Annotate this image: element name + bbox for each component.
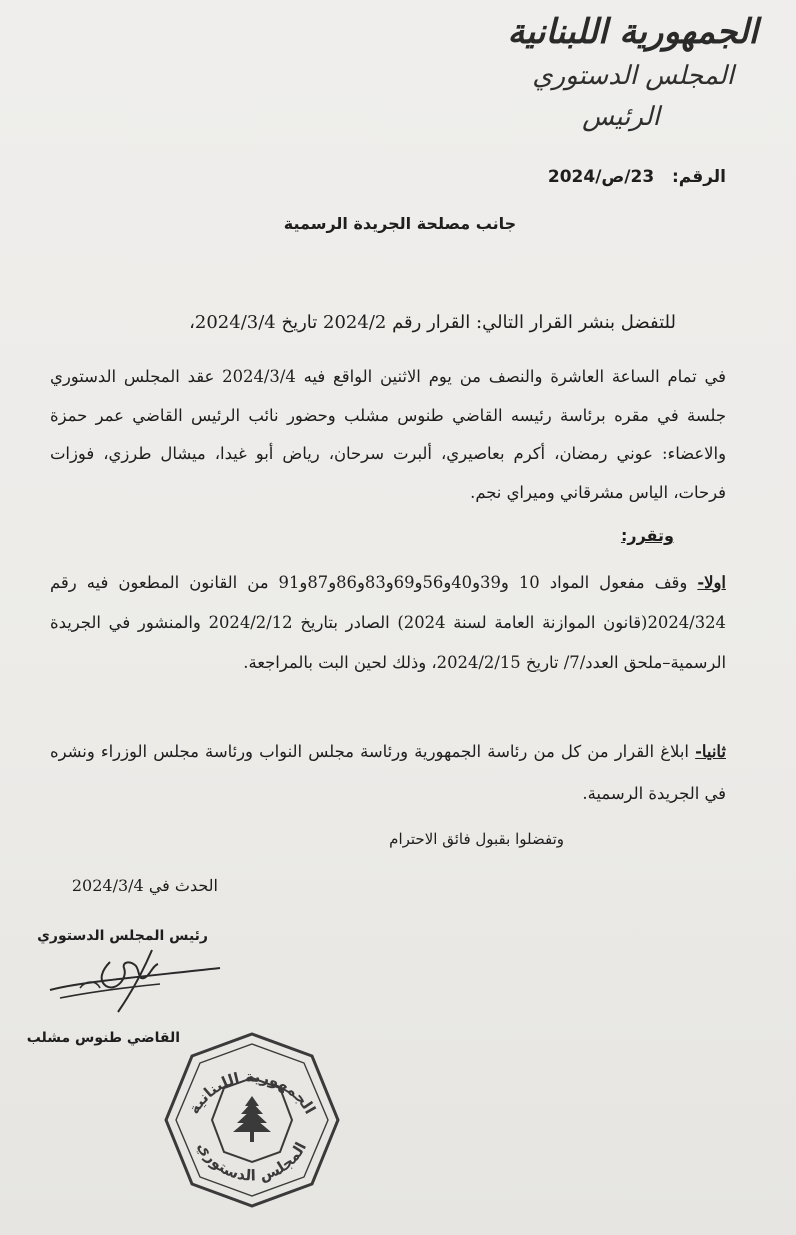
date-line: الحدث في 2024/3/4 xyxy=(71,876,218,895)
letterhead-republic: الجمهورية اللبنانية xyxy=(507,12,758,52)
decision-item-first-label: اولا- xyxy=(697,573,726,592)
decision-item-second-label: ثانيا- xyxy=(695,742,726,761)
closing-line: وتفضلوا بقبول فائق الاحترام xyxy=(389,830,564,848)
decides-heading: وتقرر: xyxy=(620,526,674,545)
signature-mark xyxy=(40,940,240,1020)
decision-item-first xyxy=(50,563,726,683)
reference-value: 23/ص/2024 xyxy=(547,167,655,187)
letterhead-president: الرئيس xyxy=(582,102,660,132)
reference-number xyxy=(426,164,726,190)
decision-item-second-text: ابلاغ القرار من كل من رئاسة الجمهورية ورئاسة مجلس النواب ورئاسة مجلس الوزراء ونشره في الجريدة الرسمية. xyxy=(50,742,726,803)
decision-item-second xyxy=(50,731,726,815)
official-stamp xyxy=(162,1030,342,1210)
cedar-icon xyxy=(233,1096,271,1142)
stamp-bottom-text: المجلس الدستوري xyxy=(193,1138,311,1185)
session-paragraph: في تمام الساعة العاشرة والنصف من يوم الاثنين الواقع فيه 2024/3/4 عقد المجلس الدستوري جلسة في مقره برئاسة رئيسه القاضي طنوس مشلب وحضور نائب الرئيس القاضي عمر حمزة والاعضاء: عوني رمضان، أكرم بعاصيري، ألبرت سرحان، رياض أبو غيدا، ميشال طرزي، فوزات فرحات، الياس مشرقاني وميراي نجم. xyxy=(50,367,726,502)
reference-label: الرقم: xyxy=(671,167,726,187)
recipient-line: جانب مصلحة الجريدة الرسمية xyxy=(283,214,517,233)
signatory-name: القاضي طنوس مشلب xyxy=(26,1030,180,1046)
letterhead-council: المجلس الدستوري xyxy=(532,61,734,91)
stamp-top-text: الجمهورية اللبنانية xyxy=(184,1067,320,1118)
decision-item-first-text: وقف مفعول المواد 10 و39و40و56و69و83و86و87و91 من القانون المطعون فيه رقم 2024/324(قانون الموازنة العامة لسنة 2024) الصادر بتاريخ 2024/2/12 والمنشور في الجريدة الرسمية–ملحق العدد/7/ تاريخ 2024/2/15، وذلك لحين البت بالمراجعة. xyxy=(50,573,726,672)
intro-line: للتفضل بنشر القرار التالي: القرار رقم 2024/2 تاريخ 2024/3/4، xyxy=(189,312,676,333)
signatory-title: رئيس المجلس الدستوري xyxy=(37,928,208,944)
